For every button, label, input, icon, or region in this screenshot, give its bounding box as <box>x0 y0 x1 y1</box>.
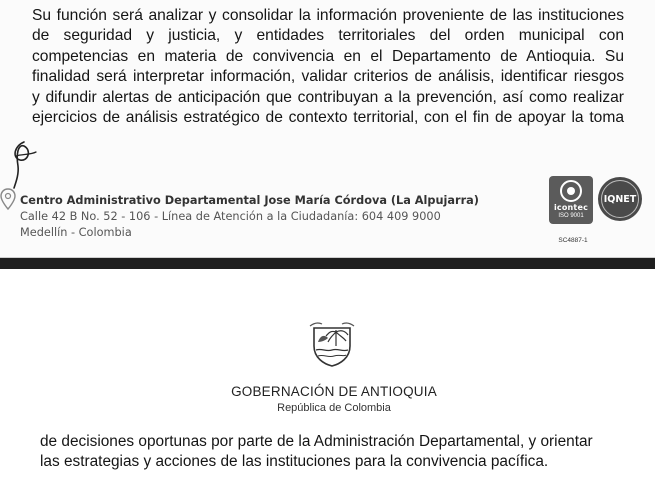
paragraph-line: las estrategias y acciones de las instituciones para la convivencia pacífica. <box>40 453 549 471</box>
coat-of-arms-icon <box>306 320 358 368</box>
paragraph-line: de decisiones oportunas por parte de la Administración Departamental, y orientar <box>40 433 593 450</box>
icontec-certification-badge <box>549 176 593 224</box>
iqnet-certification-badge <box>598 177 642 221</box>
top-paragraph <box>32 6 624 128</box>
page-break <box>0 258 655 269</box>
paragraph-line: de seguridad y justicia, y entidades territoriales del orden municipal con <box>32 27 624 45</box>
paragraph-line: competencias en materia de convivencia en el Departamento de Antioquia. Su <box>32 47 624 65</box>
icontec-label: icontec <box>553 203 589 212</box>
bottom-paragraph <box>40 432 640 473</box>
footer-address: Calle 42 B No. 52 - 106 - Línea de Atención a la Ciudadanía: 604 409 9000 <box>20 210 441 223</box>
paragraph-line: ejercicios de análisis estratégico de contexto territorial, con el fin de apoyar la toma <box>32 109 624 127</box>
handwritten-signature <box>6 138 40 190</box>
government-subtitle: República de Colombia <box>277 402 391 414</box>
paragraph-line: y difundir alertas de anticipación que contribuyan a la prevención, así como realizar <box>32 88 624 106</box>
footer-title: Centro Administrativo Departamental Jose María Córdova (La Alpujarra) <box>20 194 479 207</box>
paragraph-line: finalidad será interpretar información, validar criterios de análisis, identificar riesgos <box>32 68 624 86</box>
iqnet-label: IQNET <box>603 193 637 205</box>
footer-city: Medellín - Colombia <box>20 226 132 239</box>
government-title: GOBERNACIÓN DE ANTIOQUIA <box>231 384 437 399</box>
icontec-standard: ISO 9001 <box>558 213 584 219</box>
certification-code: SC4887-1 <box>558 237 588 244</box>
icontec-logo-icon <box>560 180 582 202</box>
location-pin-icon <box>0 187 16 213</box>
paragraph-line: Su función será analizar y consolidar la información proveniente de las instituciones <box>32 7 624 24</box>
footer-contact <box>20 193 540 241</box>
